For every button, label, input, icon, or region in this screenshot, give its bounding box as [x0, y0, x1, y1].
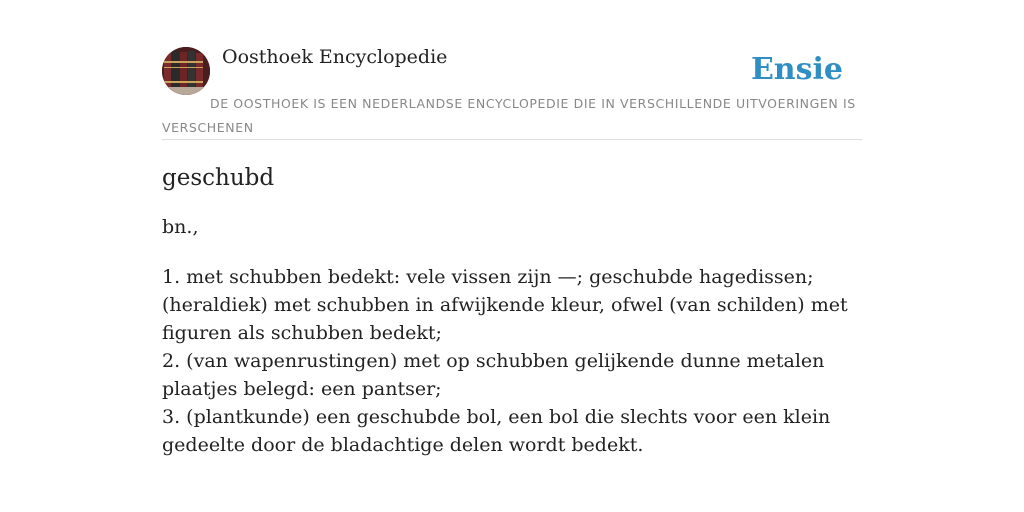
page-container [162, 0, 862, 456]
definition-item: 3. (plantkunde) een geschubde bol, een bol die slechts voor een klein gedeelte door de bladachtige delen wordt bedekt. [162, 406, 831, 456]
source-title[interactable]: Oosthoek Encyclopedie [222, 46, 448, 68]
source-tagline: DE OOSTHOEK IS EEN NEDERLANDSE ENCYCLOPEDIE DIE IN VERSCHILLENDE UITVOERINGEN IS VERSCHENEN [162, 96, 856, 135]
encyclopedia-books-icon[interactable] [162, 47, 210, 95]
definition-item: 1. met schubben bedekt: vele vissen zijn —; geschubde hagedissen; (heraldiek) met schubben in afwijkende kleur, ofwel (van schilden) met figuren als schubben bedekt; [162, 266, 848, 344]
part-of-speech: bn., [162, 216, 199, 238]
source-header [162, 0, 862, 140]
definition-item: 2. (van wapenrustingen) met op schubben gelijkende dunne metalen plaatjes belegd: een pantser; [162, 350, 825, 400]
definition-list [162, 263, 862, 459]
brand-logo[interactable]: Ensie [750, 52, 843, 87]
entry-headword: geschubd [162, 165, 275, 191]
